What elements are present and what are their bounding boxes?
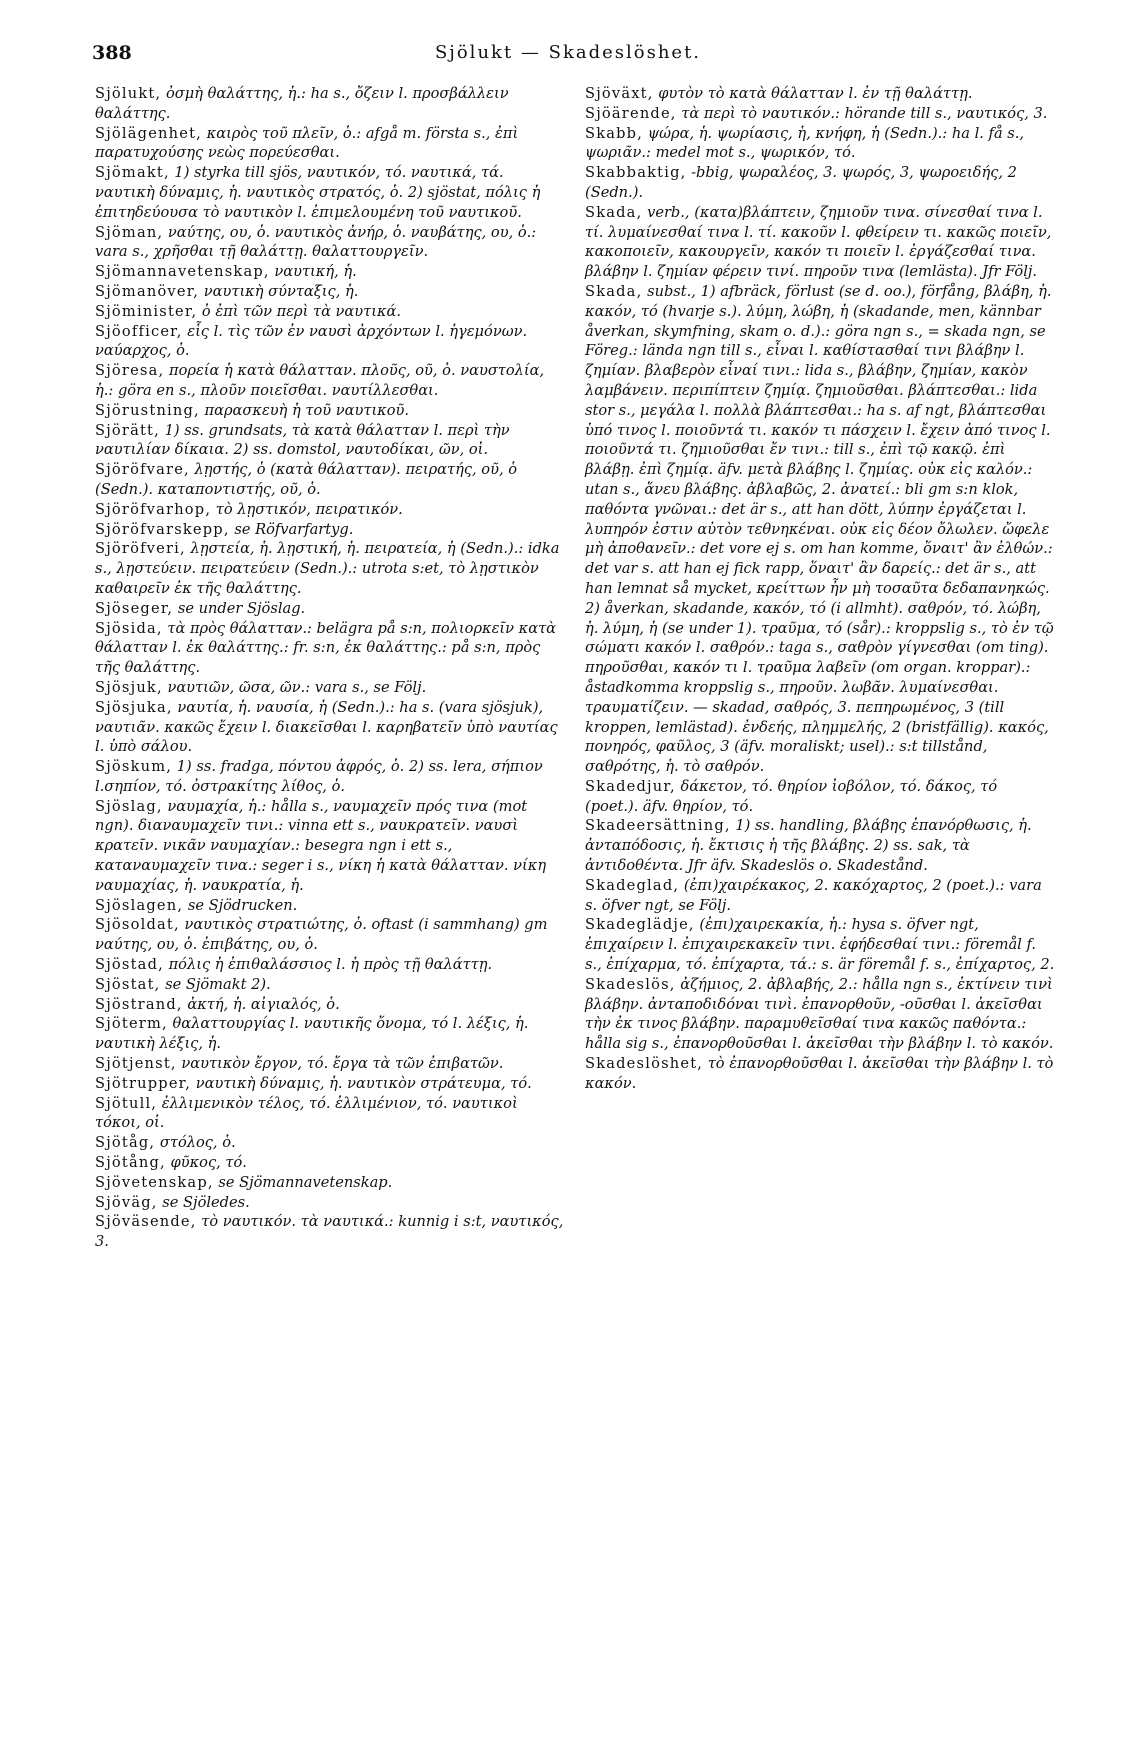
dictionary-entry [95, 757, 565, 797]
entry-headword: Skadeglädje, [585, 916, 695, 934]
entry-definition: ἀκτή, ἡ. αἰγιαλός, ὁ. [182, 995, 340, 1013]
entry-definition: ναυτικὴ σύνταξις, ἡ. [199, 282, 359, 300]
entry-headword: Skada, [585, 203, 643, 221]
dictionary-entry [585, 282, 1055, 777]
right-column [585, 84, 1055, 1094]
dictionary-entry [95, 539, 565, 598]
entry-headword: Sjötång, [95, 1154, 166, 1172]
entry-definition: πορεία ἡ κατὰ θάλατταν. πλοῦς, οῦ, ὁ. ναυστολία, ἡ.: göra en s., πλοῦν ποιεῖσθαι. ναυτίλλεσθαι. [95, 362, 545, 399]
entry-headword: Skada, [585, 282, 643, 300]
entry-headword: Skadedjur, [585, 777, 676, 795]
entry-headword: Sjöskum, [95, 758, 173, 776]
dictionary-entry [95, 1054, 565, 1074]
dictionary-entry [95, 361, 565, 401]
entry-headword: Sjösida, [95, 619, 163, 637]
entry-headword: Sjörustning, [95, 401, 200, 419]
dictionary-entry [95, 124, 565, 164]
entry-definition: τὸ ἐπανορθοῦσθαι l. ἀκεῖσθαι τὴν βλάβην l. τὸ κακόν. [585, 1055, 1054, 1092]
entry-headword: Sjöterm, [95, 1015, 168, 1033]
dictionary-entry [585, 876, 1055, 916]
dictionary-entry [585, 915, 1055, 974]
entry-definition: verb., (κατα)βλάπτειν, ζημιοῦν τινα. σίνεσθαί τινα l. τί. λυμαίνεσθαί τινα l. τί. κακοῦν l. φθείρειν τι. κακῶς ποιεῖν, κακοποιεῖν, κακουργεῖν, κακόν τι ποιεῖν l. ἐργάζεσθαί τινα. βλάβην l. ζημίαν φέρειν τινί. πηροῦν τινα (lemlästa). Jfr Följ. [585, 203, 1052, 281]
entry-headword: Skabb, [585, 124, 644, 142]
entry-definition: τὸ λῃστικόν, πειρατικόν. [211, 500, 403, 518]
dictionary-entry [95, 797, 565, 896]
dictionary-entry [585, 816, 1055, 875]
dictionary-entry [95, 915, 565, 955]
dictionary-entry [95, 1014, 565, 1054]
entry-definition: δάκετον, τό. θηρίον ἰοβόλον, τό. δάκος, τό (poet.). äfv. θηρίον, τό. [585, 777, 998, 815]
entry-headword: Sjöseger, [95, 599, 174, 617]
entry-headword: Sjöslag, [95, 797, 163, 815]
dictionary-entry [95, 619, 565, 678]
dictionary-entry [95, 223, 565, 263]
dictionary-entry [95, 163, 565, 222]
entry-definition: παρασκευὴ ἡ τοῦ ναυτικοῦ. [199, 401, 410, 419]
dictionary-entry [585, 975, 1055, 1054]
entry-definition: -bbig, ψωραλέος, 3. ψωρός, 3, ψωροειδής, 2 (Sedn.). [585, 164, 1017, 201]
entry-definition: (ἐπι)χαιρέκακος, 2. κακόχαρτος, 2 (poet.).: vara s. öfver ngt, se Följ. [585, 876, 1042, 914]
entry-definition: θαλαττουργίας l. ναυτικῆς ὄνομα, τό l. λέξις, ἡ. ναυτικὴ λέξις, ἡ. [95, 1015, 529, 1053]
entry-definition: τὸ ναυτικόν. τὰ ναυτικά.: kunnig i s:t, ναυτικός, 3. [95, 1213, 564, 1251]
dictionary-entry [95, 1133, 565, 1153]
dictionary-entry [95, 698, 565, 757]
dictionary-entry [95, 1094, 565, 1134]
dictionary-entry [95, 262, 565, 282]
entry-definition: se Sjömannavetenskap. [213, 1173, 393, 1191]
entry-headword: Sjölägenhet, [95, 124, 202, 142]
entry-definition: ψώρα, ἡ. ψωρίασις, ἡ, κνήφη, ἡ (Sedn.).: ha l. få s., ψωριᾶν.: medel mot s., ψωρικόν, τό. [585, 124, 1025, 162]
dictionary-entry [95, 1074, 565, 1094]
entry-definition: se Sjödrucken. [183, 896, 298, 914]
entry-definition: ναυτιῶν, ῶσα, ῶν.: vara s., se Följ. [162, 678, 427, 696]
dictionary-entry [95, 1193, 565, 1213]
page-number: 388 [92, 42, 132, 64]
dictionary-entry [95, 955, 565, 975]
entry-headword: Sjöresa, [95, 362, 165, 380]
entry-definition: φῦκος, τό. [165, 1154, 247, 1172]
dictionary-entry [95, 282, 565, 302]
dictionary-entry [95, 421, 565, 461]
dictionary-entry [585, 104, 1055, 124]
dictionary-entry [95, 1173, 565, 1193]
entry-definition: se under Sjöslag. [173, 599, 306, 617]
dictionary-entry [95, 896, 565, 916]
dictionary-entry [95, 460, 565, 500]
entry-headword: Sjöslagen, [95, 896, 184, 914]
entry-definition: ὀσμὴ θαλάττης, ἡ.: ha s., ὄζειν l. προσβάλλειν θαλάττης. [95, 85, 509, 122]
dictionary-entry [95, 1212, 565, 1252]
entry-headword: Sjöstad, [95, 956, 164, 974]
dictionary-entry [585, 777, 1055, 817]
entry-definition: 1) styrka till sjös, ναυτικόν, τό. ναυτικά, τά. ναυτικὴ δύναμις, ἡ. ναυτικὸς στρατός, ὁ. 2) sjöstat, πόλις ἡ ἐπιτηδεύουσα τὸ ναυτικὸν l. ἐπιμελουμένη τοῦ ναυτικοῦ. [95, 164, 541, 221]
dictionary-entry [585, 124, 1055, 164]
dictionary-entry [585, 1054, 1055, 1094]
entry-headword: Sjösjuka, [95, 698, 173, 716]
dictionary-entry [95, 322, 565, 362]
entry-definition: (ἐπι)χαιρεκακία, ἡ.: hysa s. öfver ngt, ἐπιχαίρειν l. ἐπιχαιρεκακεῖν τινι. ἐφήδεσθαί τινι.: föremål f. s., ἐπίχαρμα, τό. ἐπίχαρτα, τά.: s. är föremål f. s., ἐπίχαρτος, 2. [585, 916, 1055, 974]
entry-definition: subst., 1) afbräck, förlust (se d. oo.), förfång, βλάβη, ἡ. κακόν, τό (hvarje s.). λύμη, λώβη, ἡ (skadande, men, kännbar åverkan, skymfning, skam o. d.).: göra ngn s., = skada ngn, se Föreg.: lända ngn till s., εἶναι l. καθίστασθαί τινι βλάβην l. ζημίαν. βλαβερὸν εἶναί τινι.: lida s., βλάβην, ζημίαν, κακὸν λαμβάνειν. περιπίπτειν ζημίᾳ. ζημιοῦσθαι. βλάπτεσθαι.: lida stor s., μεγάλα l. πολλὰ βλάπτεσθαι.: ha s. af ngt, βλάπτεσθαι ὑπό τινος l. ποιοῦντά τι. κακόν τι πάσχειν l. ἔχειν ἀπό τινος l. ποιοῦντά τι. ζημιοῦσθαι ἔν τινι.: till s., ἐπὶ τῷ κακῷ. ἐπὶ βλάβῃ. ἐπὶ ζημίᾳ. äfv. μετὰ βλάβης l. ζημίας. οὐκ εἰς καλόν.: utan s., ἄνευ βλάβης. ἀβλαβῶς, 2. ἀνατεί.: bli gm s:n klok, παθόντα γνῶναι.: det är s., att han dött, λύπην ἐργάζεται l. λυπηρόν ἐστιν αὐτὸν τεθνηκέναι. οὐκ εἰς δέον ὄλωλεν. ὤφελε μὴ ἀποθανεῖν.: det vore ej s. om han komme, ὅναιτ' ἂν ἐλθών.: det var s. att han ej fick rapp, ὅναιτ' ἂν δαρείς.: det är s., att han lemnat så mycket, κρείττων ἦν μὴ τοσαῦτα δεδαπανηκώς. 2) åverkan, skadande, κακόν, τό (i allmht). σαθρόν, τό. λώβη, ἡ. λύμη, ἡ (se under 1). τραῦμα, τό (sår).: kroppslig s., τὸ ἐν τῷ σώματι κακόν l. σαθρόν.: taga s., σαθρὸν γίγνεσθαι (om ting). πηροῦσθαι, κακόν τι l. τραῦμα λαβεῖν (om organ. kroppar).: åstadkomma kroppslig s., πηροῦν. λωβᾶν. λυμαίνεσθαι. τραυματίζειν. — skadad, σαθρός, 3. πεπηρωμένος, 3 (till kroppen, lemlästad). ἐνδεής, πλημμελής, 2 (bristfällig). κακός, πονηρός, φαῦλος, 3 (äfv. moraliskt; usel).: s:t tillstånd, σαθρότης, ἡ. τὸ σαθρόν. [585, 282, 1054, 776]
entry-headword: Sjöärende, [585, 104, 677, 122]
entry-definition: πόλις ἡ ἐπιθαλάσσιος l. ἡ πρὸς τῇ θαλάττῃ. [163, 956, 493, 974]
entry-headword: Sjösoldat, [95, 916, 180, 934]
entry-definition: τὰ πρὸς θάλατταν.: belägra på s:n, πολιορκεῖν κατὰ θάλατταν l. ἐκ θαλάττης.: fr. s:n, ἐκ θαλάττης.: på s:n, πρὸς τῆς θαλάττης. [95, 619, 557, 677]
entry-headword: Sjöröfvare, [95, 461, 190, 479]
left-column [95, 84, 565, 1252]
entry-definition: 1) ss. fradga, πόντου ἀφρός, ὁ. 2) ss. lera, σήπιον l.σηπίον, τό. ὀστρακίτης λίθος, ὁ. [95, 758, 543, 795]
dictionary-entry [95, 1153, 565, 1173]
entry-definition: ἀζήμιος, 2. ἀβλαβής, 2.: hålla ngn s., ἐκτίνειν τινὶ βλάβην. ἀνταποδιδόναι τινὶ. ἐπανορθοῦν, -οῦσθαι l. ἀκεῖσθαι τὴν ἐκ τινος βλάβην. παραμυθεῖσθαί τινα κακῶς παθόντα.: hålla sig s., ἐπανορθοῦσθαι l. ἀκεῖσθαι τὴν βλάβην l. τὸ κακόν. [585, 975, 1054, 1053]
entry-headword: Sjöröfveri, [95, 540, 186, 558]
entry-definition: ναυτική, ἡ. [269, 263, 357, 281]
entry-definition: ὁ ἐπὶ τῶν περὶ τὰ ναυτικά. [197, 302, 402, 320]
dictionary-entry [585, 163, 1055, 203]
entry-headword: Sjötjenst, [95, 1055, 177, 1073]
dictionary-entry [95, 500, 565, 520]
entry-definition: λῃστής, ὁ (κατὰ θάλατταν). πειρατής, οῦ, ὁ (Sedn.). καταποντιστής, οῦ, ὁ. [95, 461, 518, 498]
entry-definition: ναύτης, ου, ὁ. ναυτικὸς ἀνήρ, ὁ. ναυβάτης, ου, ὁ.: vara s., χρῆσθαι τῇ θαλάττῃ. θαλαττουργεῖν. [95, 223, 537, 261]
entry-definition: 1) ss. handling, βλάβης ἐπανόρθωσις, ἡ. ἀνταπόδοσις, ἡ. ἔκτισις ἡ τῆς βλάβης. 2) ss. sak, τὰ ἀντιδοθέντα. Jfr äfv. Skadeslös o. Skadestånd. [585, 817, 1032, 875]
entry-definition: se Sjöledes. [157, 1193, 250, 1211]
dictionary-entry [95, 520, 565, 540]
page-header [0, 42, 1136, 72]
entry-headword: Sjövetenskap, [95, 1173, 214, 1191]
entry-definition: ναυτικὸς στρατιώτης, ὁ. oftast (i sammhang) gm ναύτης, ου, ὁ. ἐπιβάτης, ου, ὁ. [95, 916, 548, 954]
running-head: Sjölukt — Skadeslöshet. [434, 42, 702, 63]
entry-definition: εἷς l. τὶς τῶν ἐν ναυσὶ ἀρχόντων l. ἡγεμόνων. ναύαρχος, ὁ. [95, 322, 528, 360]
dictionary-entry [585, 203, 1055, 282]
dictionary-entry [95, 678, 565, 698]
entry-definition: ναυτικὴ δύναμις, ἡ. ναυτικὸν στράτευμα, τό. [191, 1074, 532, 1092]
dictionary-entry [95, 401, 565, 421]
entry-headword: Skabbaktig, [585, 164, 687, 182]
dictionary-entry [95, 995, 565, 1015]
dictionary-entry [95, 84, 565, 124]
entry-headword: Sjörätt, [95, 421, 160, 439]
entry-headword: Sjöväsende, [95, 1213, 197, 1231]
entry-definition: τὰ περὶ τὸ ναυτικόν.: hörande till s., ναυτικός, 3. [676, 104, 1048, 122]
entry-headword: Sjöröfvarskepp, [95, 520, 230, 538]
entry-headword: Sjötull, [95, 1094, 158, 1112]
entry-headword: Skadeslös, [585, 975, 676, 993]
entry-headword: Sjöröfvarhop, [95, 500, 212, 518]
entry-headword: Sjömanöver, [95, 282, 200, 300]
entry-headword: Skadeslöshet, [585, 1055, 704, 1073]
entry-headword: Sjötrupper, [95, 1074, 192, 1092]
entry-headword: Sjösjuk, [95, 678, 163, 696]
entry-headword: Sjöman, [95, 223, 164, 241]
entry-headword: Skadeglad, [585, 876, 680, 894]
entry-headword: Sjöofficer, [95, 322, 183, 340]
entry-definition: ναυτία, ἡ. ναυσία, ἡ (Sedn.).: ha s. (vara sjösjuk), ναυτιᾶν. κακῶς ἔχειν l. διακεῖσθαι l. καρηβατεῖν ὑπὸ ναυτίας l. ὑπὸ σάλου. [95, 698, 558, 756]
dictionary-entry [95, 302, 565, 322]
entry-headword: Sjötåg, [95, 1134, 156, 1152]
entry-headword: Sjömannavetenskap, [95, 263, 270, 281]
entry-headword: Skadeersättning, [585, 817, 731, 835]
entry-headword: Sjöstat, [95, 975, 161, 993]
entry-definition: se Sjömakt 2). [160, 975, 271, 993]
entry-headword: Sjöväg, [95, 1193, 158, 1211]
entry-definition: λῃστεία, ἡ. λῃστική, ἡ. πειρατεία, ἡ (Sedn.).: idka s., λῃστεύειν. πειρατεύειν (Sedn.).: utrota s:et, τὸ λῃστικὸν καθαιρεῖν ἐκ τῆς θαλάττης. [95, 540, 560, 597]
dictionary-entry [585, 84, 1055, 104]
entry-definition: ναυτικὸν ἔργον, τό. ἔργα τὰ τῶν ἐπιβατῶν. [176, 1055, 504, 1073]
entry-headword: Sjöminister, [95, 302, 198, 320]
entry-definition: se Röfvarfartyg. [229, 520, 354, 538]
entry-headword: Sjömakt, [95, 164, 170, 182]
entry-headword: Sjöväxt, [585, 85, 654, 102]
entry-headword: Sjölukt, [95, 85, 162, 102]
entry-definition: φυτὸν τὸ κατὰ θάλατταν l. ἐν τῇ θαλάττῃ. [653, 85, 973, 102]
entry-definition: 1) ss. grundsats, τὰ κατὰ θάλατταν l. περὶ τὴν ναυτιλίαν δίκαια. 2) ss. domstol, ναυτοδίκαι, ῶν, οἱ. [95, 421, 510, 459]
entry-definition: καιρὸς τοῦ πλεῖν, ὁ.: afgå m. första s., ἐπὶ παρατυχούσης νεὼς πορεύεσθαι. [95, 124, 519, 162]
entry-definition: ναυμαχία, ἡ.: hålla s., ναυμαχεῖν πρός τινα (mot ngn). διαναυμαχεῖν τινι.: vinna ett s., ναυκρατεῖν. ναυσὶ κρατεῖν. νικᾶν ναυμαχίαν.: besegra ngn i ett s., καταναυμαχεῖν τινα.: seger i s., νίκη ἡ κατὰ θάλατταν. νίκη ναυμαχίας, ἡ. ναυκρατία, ἡ. [95, 797, 547, 894]
dictionary-entry [95, 599, 565, 619]
dictionary-entry [95, 975, 565, 995]
entry-definition: στόλος, ὁ. [155, 1134, 236, 1152]
entry-definition: ἐλλιμενικὸν τέλος, τό. ἐλλιμένιον, τό. ναυτικοὶ τόκοι, οἱ. [95, 1094, 518, 1132]
entry-headword: Sjöstrand, [95, 995, 183, 1013]
